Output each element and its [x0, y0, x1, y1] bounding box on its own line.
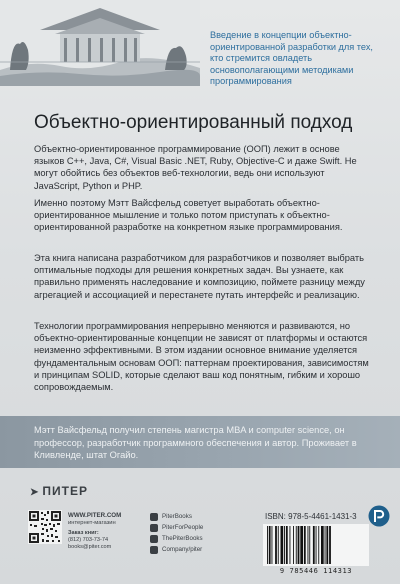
author-note: Мэтт Вайсфельд получил степень магистра MBA и computer science, он профессор, разработчик программного обеспечения и автор. Проживает в Кливленде, штат Огайо. — [34, 425, 357, 461]
publisher-site-sub: интернет-магазин — [68, 520, 116, 526]
order-email[interactable]: books@piter.com — [68, 543, 112, 550]
tagline: Введение в концепции объектно-ориентированной разработки для тех, кто стремится овладеть основополагающими методиками программирования — [210, 30, 373, 87]
arrow-icon: ➤ — [30, 487, 40, 498]
publisher-site[interactable]: WWW.PITER.COM — [68, 512, 122, 519]
book-title: Объектно-ориентированный подход — [34, 112, 353, 133]
description-paragraph-3: Эта книга написана разработчиком для разработчиков и позволяет выбрать оптимальные подходы для решения конкретных задач. Вы узнаете, как правильно применять наследование и композицию, поймете разницу между агрегацией и ассоциацией и перестанете путать интерфейс и реализацию. — [34, 253, 365, 300]
social-item[interactable]: PiterBooks — [150, 511, 240, 522]
facebook-icon — [150, 524, 158, 532]
linkedin-icon — [150, 546, 158, 554]
social-item[interactable]: ThePiterBooks — [150, 533, 240, 544]
temple-illustration — [0, 0, 200, 86]
vk-icon — [150, 513, 158, 521]
social-links — [150, 511, 240, 555]
shop-info — [68, 512, 148, 527]
youtube-icon — [150, 535, 158, 543]
description-paragraph-4: Технологии программирования непрерывно меняются и развиваются, но объектно-ориентированные концепции не зависят от платформы и остаются неизменно эффективными. В этом издании основное внимание уделяется фундаментальным основам ООП: паттернам проектирования, зависимостям и принципам SOLID, которые сделают ваш код понятным, гибким и хорошо сопровождаемым. — [34, 321, 369, 393]
order-info — [68, 530, 148, 550]
description-paragraph-1: Объектно-ориентированное программирование (ООП) лежит в основе языков C++, Java, C#, Visual Basic .NET, Ruby, Objective-C и даже Swift. Не могут обойтись без объектов веб-технологии, ведь они используют JavaScript, Python и PHP. — [34, 144, 357, 191]
qr-code-icon — [28, 510, 62, 544]
social-item[interactable]: PiterForPeople — [150, 522, 240, 533]
social-item[interactable]: Company/piter — [150, 544, 240, 555]
order-label: Заказ книг: — [68, 530, 99, 536]
barcode-digits: 9 785446 114313 — [279, 567, 353, 575]
publisher-p-logo-icon — [368, 505, 390, 527]
isbn-label: ISBN: 978-5-4461-1431-3 — [265, 512, 357, 521]
barcode-icon — [263, 524, 369, 566]
publisher-name: ПИТЕР — [42, 484, 88, 498]
publisher-logo — [30, 484, 120, 500]
order-phone: (812) 703-73-74 — [68, 536, 109, 543]
description-paragraph-2: Именно поэтому Мэтт Вайсфельд советует выработать объектно-ориентированное мышление и только потом приступать к объектно-ориентированной разработке на конкретном языке программирования. — [34, 198, 343, 233]
